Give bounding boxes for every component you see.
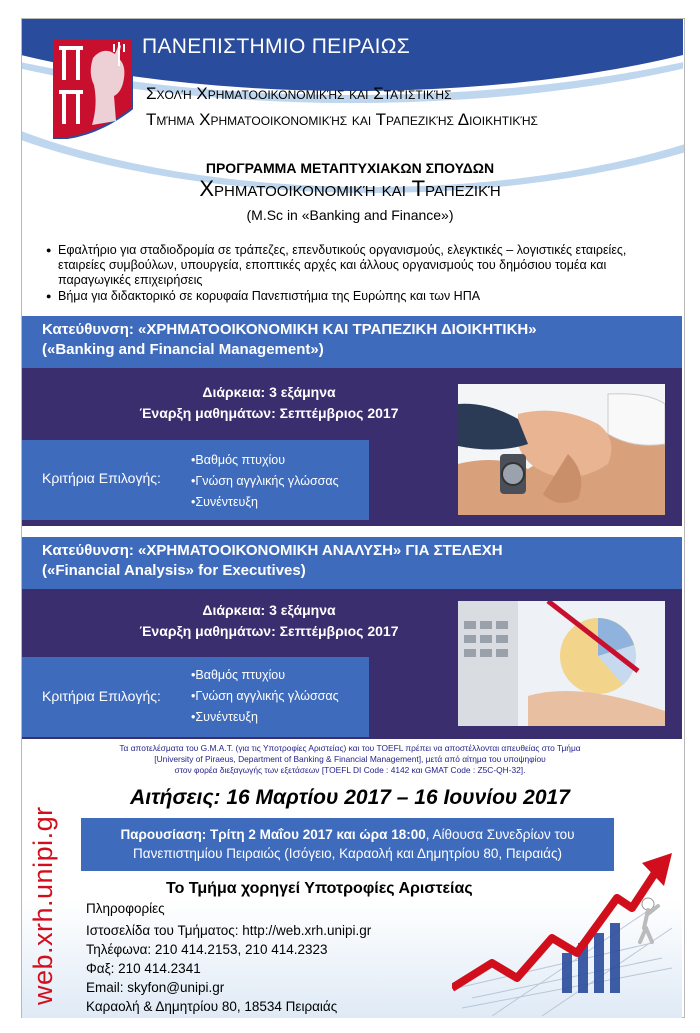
address-line: Καραολή & Δημητρίου 80, 18534 Πειραιάς: [86, 999, 338, 1014]
criterion-item: • Γνώση αγγλικής γλώσσας: [191, 686, 339, 707]
exam-note-line: Τα αποτελέσματα του G.M.A.T. (για τις Υποτροφίες Αριστείας) και του TOEFL πρέπει να αποστέλλονται απευθείας στο Τμήμα: [119, 743, 581, 753]
school-name: Σχολή Χρηματοοικονομικής και Στατιστικής: [146, 84, 452, 103]
track-2-criteria-list: [191, 665, 339, 728]
criterion-item: • Γνώση αγγλικής γλώσσας: [191, 471, 339, 492]
phones-line: Τηλέφωνα: 210 414.2153, 210 414.2323: [86, 942, 328, 957]
track-2-title-band: [22, 537, 682, 589]
track-1-duration: Διάρκεια: 3 εξάμηνα: [202, 384, 336, 400]
growth-arrow-illustration: [452, 848, 682, 1016]
vertical-website: web.xrh.unipi.gr: [28, 806, 58, 1005]
track-1-criteria-label: Κριτήρια Επιλογής:: [42, 470, 161, 486]
financial-chart-photo: [458, 601, 665, 726]
benefits-list: [46, 243, 656, 305]
program-label: ΠΡΟΓΡΑΜΜΑ ΜΕΤΑΠΤΥΧΙΑΚΩΝ ΣΠΟΥΔΩΝ: [205, 160, 495, 176]
fax-line: Φαξ: 210 414.2341: [86, 961, 201, 976]
applications-period: Αιτήσεις: 16 Μαρτίου 2017 – 16 Ιουνίου 2017: [130, 786, 570, 809]
program-name: Χρηματοοικονομική και Τραπεζική: [199, 176, 501, 201]
presentation-address: Πανεπιστημίου Πειραιώς (Ισόγειο, Καραολή και Δημητρίου 80, Πειραιάς): [133, 846, 562, 861]
criterion-item: • Συνέντευξη: [191, 492, 339, 513]
criterion-item: • Βαθμός πτυχίου: [191, 665, 339, 686]
presentation-datetime: : Τρίτη 2 Μαΐου 2017 και ώρα 18:00: [201, 827, 426, 842]
criterion-item: • Βαθμός πτυχίου: [191, 450, 339, 471]
presentation-venue: , Αίθουσα Συνεδρίων του: [425, 827, 575, 842]
track-1-title-band: [22, 316, 682, 368]
university-logo: [53, 38, 133, 139]
presentation-label: Παρουσίαση: [120, 827, 202, 842]
exam-note-line: [University of Piraeus, Department of Banking & Financial Management], μετά από αίτημα του υποψηφίου: [154, 754, 546, 764]
exam-note-line: στον φορέα διεξαγωγής των εξετάσεων [TOEFL DI Code : 4142 και GMAT Code : Z5C-QH-32].: [174, 765, 526, 775]
website-line[interactable]: Ιστοσελίδα του Τμήματος: http://web.xrh.unipi.gr: [86, 923, 372, 938]
track-2-subtitle: («Financial Analysis» for Executives): [42, 562, 306, 579]
track-2-duration: Διάρκεια: 3 εξάμηνα: [202, 602, 336, 618]
exam-notes: [90, 743, 610, 776]
email-line[interactable]: Email: skyfon@unipi.gr: [86, 980, 225, 995]
track-2-start: Έναρξη μαθημάτων: Σεπτέμβριος 2017: [139, 623, 399, 639]
scholarships-note: Το Τμήμα χορηγεί Υποτροφίες Αριστείας: [166, 880, 473, 897]
benefit-item: ● Εφαλτήριο για σταδιοδρομία σε τράπεζες, επενδυτικούς οργανισμούς, ελεγκτικές – λογιστικές εταιρείες, εταιρείες συμβούλων, υπουργεία, εποπτικές αρχές και άλλους οργανισμούς του δημόσιου τομέα και παραγωγικές επιχειρήσεις: [46, 243, 656, 288]
university-name: ΠΑΝΕΠΙΣΤΗΜΙΟ ΠΕΙΡΑΙΩΣ: [142, 35, 411, 58]
info-title: Πληροφορίες: [86, 901, 165, 916]
track-2-title: Κατεύθυνση: «ΧΡΗΜΑΤΟΟΙΚΟΝΟΜΙΚΗ ΑΝΑΛΥΣΗ» ΓΙΑ ΣΤΕΛΕΧΗ: [42, 542, 503, 559]
track-1-title: Κατεύθυνση: «ΧΡΗΜΑΤΟΟΙΚΟΝΟΜΙΚΗ ΚΑΙ ΤΡΑΠΕΖΙΚΗ ΔΙΟΙΚΗΤΙΚΗ»: [42, 321, 537, 338]
contact-info: [86, 921, 371, 1016]
track-1-subtitle: («Banking and Financial Management»): [42, 341, 324, 358]
track-2-criteria-label: Κριτήρια Επιλογής:: [42, 688, 161, 704]
track-1-criteria-list: [191, 450, 339, 513]
criterion-item: • Συνέντευξη: [191, 707, 339, 728]
benefit-item: ● Βήμα για διδακτορικό σε κορυφαία Πανεπιστήμια της Ευρώπης και των ΗΠΑ: [46, 289, 656, 304]
department-name: Τμήμα Χρηματοοικονομικής και Τραπεζικής Διοικητικής: [146, 110, 538, 129]
track-1-start: Έναρξη μαθημάτων: Σεπτέμβριος 2017: [139, 405, 399, 421]
handshake-photo: [458, 384, 665, 515]
program-english-name: (M.Sc in «Banking and Finance»): [246, 207, 454, 223]
